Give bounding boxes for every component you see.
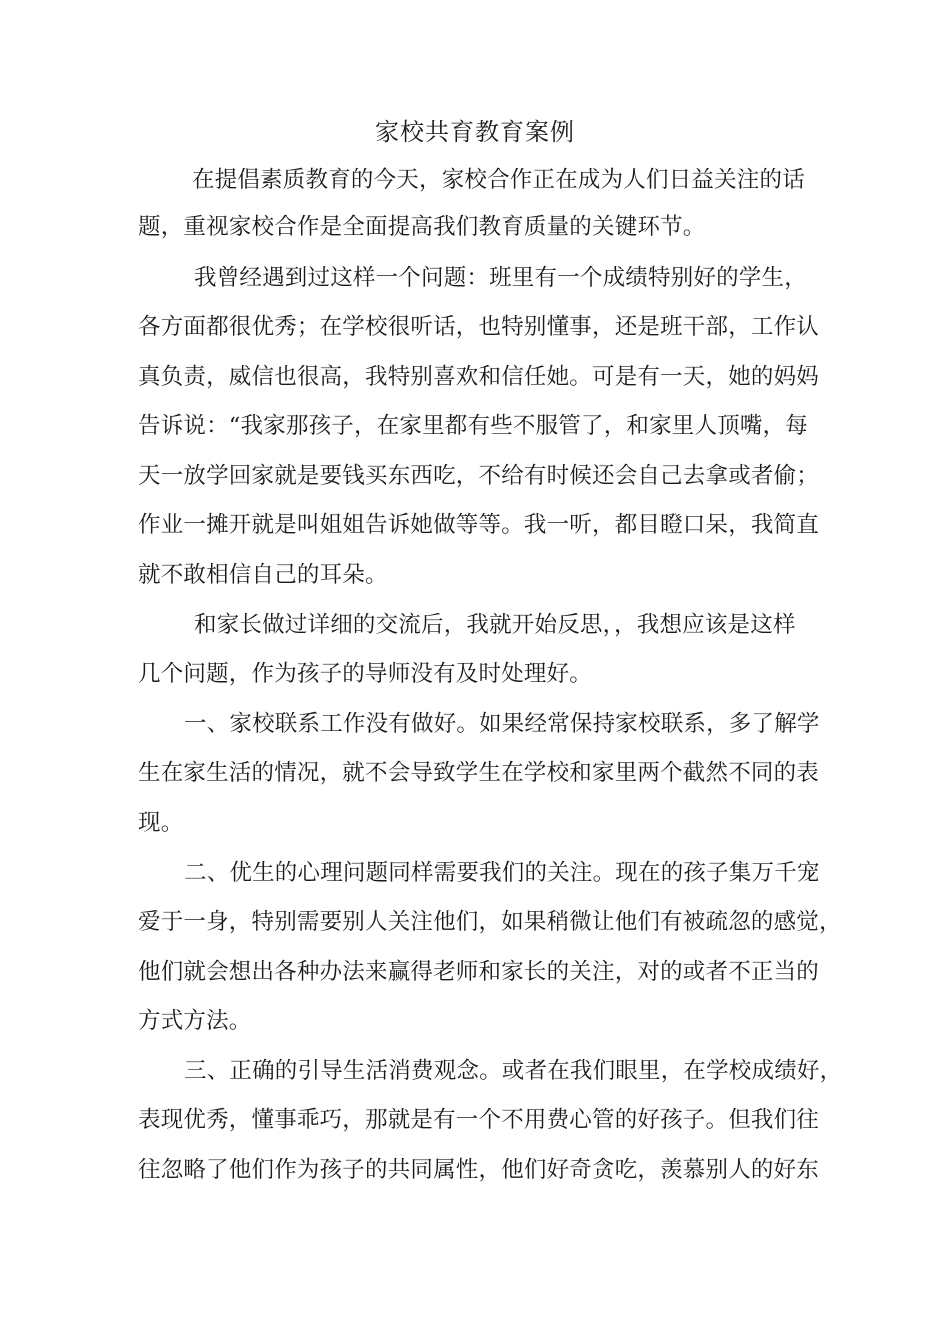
text-line: 一、家校联系工作没有做好。如果经常保持家校联系，多了解学 — [184, 711, 820, 737]
text-line: 往忽略了他们作为孩子的共同属性，他们好奇贪吃，羡慕别人的好东 — [138, 1157, 820, 1183]
text-line: 生在家生活的情况，就不会导致学生在学校和家里两个截然不同的表 — [138, 760, 820, 786]
text-line: 各方面都很优秀；在学校很听话，也特别懂事，还是班干部，工作认 — [138, 314, 820, 340]
text-line: 二、优生的心理问题同样需要我们的关注。现在的孩子集万千宠 — [184, 860, 820, 886]
text-line: 作业一摊开就是叫姐姐告诉她做等等。我一听，都目瞪口呆，我简直 — [138, 512, 820, 538]
text-line: 现。 — [138, 810, 184, 836]
text-line: 爱于一身，特别需要别人关注他们，如果稍微让他们有被疏忽的感觉， — [138, 909, 842, 935]
text-line: 和家长做过详细的交流后，我就开始反思，，我想应该是这样 — [194, 612, 796, 638]
text-line: 在提倡素质教育的今天，家校合作正在成为人们日益关注的话 — [192, 167, 805, 193]
text-line: 真负责，威信也很高，我特别喜欢和信任她。可是有一天，她的妈妈 — [138, 364, 820, 390]
document-title: 家校共育教育案例 — [375, 118, 575, 146]
text-line: 方式方法。 — [138, 1008, 252, 1034]
text-line: 天一放学回家就是要钱买东西吃，不给有时候还会自己去拿或者偷； — [138, 463, 820, 489]
text-line: 几个问题，作为孩子的导师没有及时处理好。 — [138, 661, 593, 687]
text-line: 我曾经遇到过这样一个问题：班里有一个成绩特别好的学生， — [194, 265, 807, 291]
text-line: 就不敢相信自己的耳朵。 — [138, 562, 388, 588]
text-line: 告诉说：“我家那孩子，在家里都有些不服管了，和家里人顶嘴，每 — [138, 413, 809, 439]
text-line: 题，重视家校合作是全面提高我们教育质量的关键环节。 — [138, 214, 706, 240]
text-line: 表现优秀，懂事乖巧，那就是有一个不用费心管的好孩子。但我们往 — [138, 1107, 820, 1133]
text-line: 他们就会想出各种办法来赢得老师和家长的关注，对的或者不正当的 — [138, 959, 820, 985]
text-line: 三、正确的引导生活消费观念。或者在我们眼里，在学校成绩好， — [184, 1058, 843, 1084]
